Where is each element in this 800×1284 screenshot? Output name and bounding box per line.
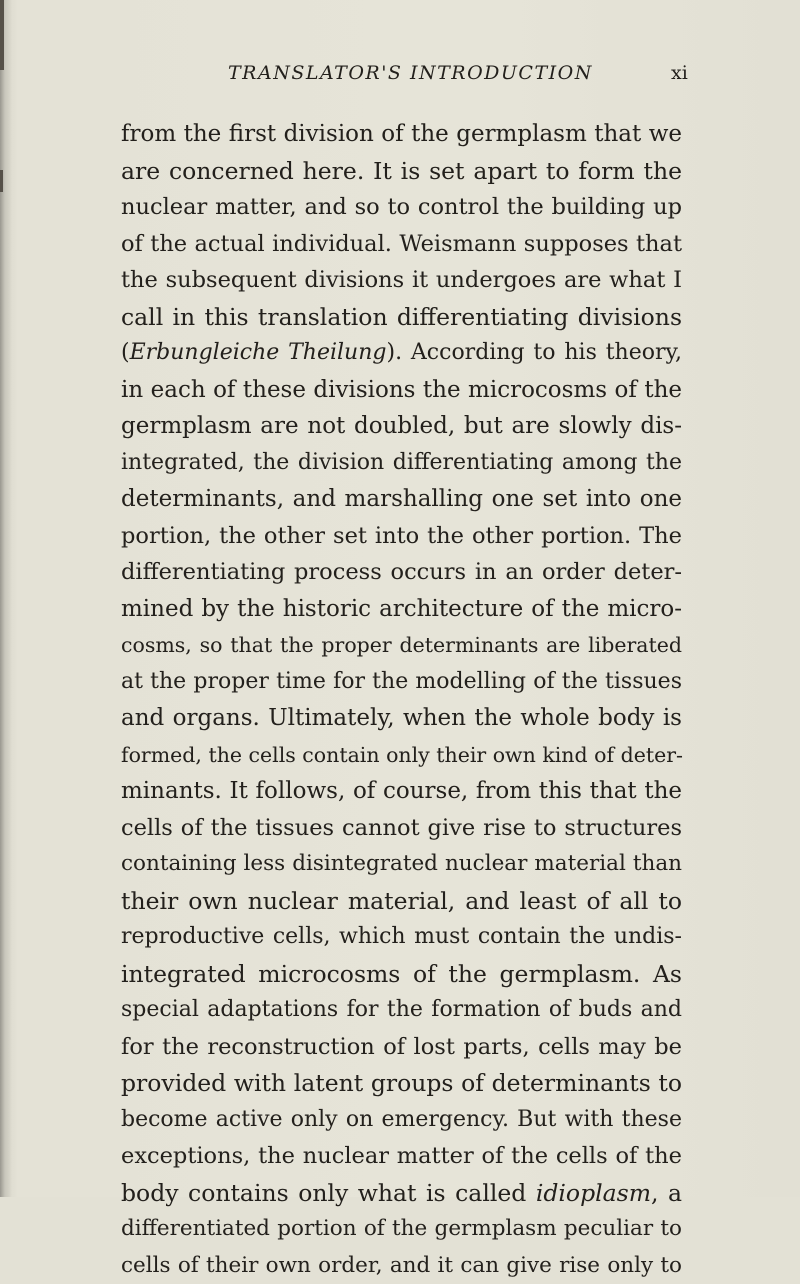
text-segment: ). According to his theory, bbox=[386, 340, 682, 365]
text-line bbox=[121, 116, 682, 153]
text-segment: ( bbox=[121, 340, 130, 365]
text-line bbox=[121, 518, 682, 555]
italic-term: idioplasm bbox=[536, 1179, 651, 1207]
text-line bbox=[121, 481, 682, 518]
text-segment: containing less disintegrated nuclear material than bbox=[121, 851, 682, 876]
running-head-title: TRANSLATOR'S INTRODUCTION bbox=[228, 62, 593, 84]
text-segment: are concerned here. It is set apart to form the bbox=[121, 157, 682, 185]
text-line bbox=[121, 1102, 682, 1139]
text-line bbox=[121, 372, 682, 409]
text-segment: for the reconstruction of lost parts, cells may be bbox=[121, 1034, 682, 1060]
text-line bbox=[121, 1029, 682, 1066]
page-number: xi bbox=[671, 62, 688, 84]
text-line bbox=[121, 883, 682, 920]
text-line bbox=[121, 956, 682, 993]
text-line bbox=[121, 1065, 682, 1102]
text-segment: differentiated portion of the germplasm peculiar to bbox=[121, 1216, 682, 1241]
text-segment: special adaptations for the formation of buds and bbox=[121, 997, 682, 1022]
text-segment: cells of their own order, and it can give rise only to bbox=[121, 1253, 682, 1278]
text-line bbox=[121, 445, 682, 482]
text-line bbox=[121, 773, 682, 810]
text-line bbox=[121, 335, 682, 372]
text-segment: become active only on emergency. But with these bbox=[121, 1107, 682, 1132]
text-line bbox=[121, 1211, 682, 1248]
text-segment: of the actual individual. Weismann supposes that bbox=[121, 231, 682, 257]
text-line bbox=[121, 554, 682, 591]
binding-edge-mark bbox=[0, 0, 4, 70]
text-segment: call in this translation differentiating divisions bbox=[121, 303, 682, 331]
text-line bbox=[121, 664, 682, 701]
italic-term: Erbungleiche Theilung bbox=[130, 340, 387, 365]
binding-edge-mark bbox=[0, 170, 3, 192]
text-segment: body contains only what is called bbox=[121, 1179, 536, 1207]
text-line bbox=[121, 153, 682, 190]
text-segment: their own nuclear material, and least of all to bbox=[121, 887, 682, 915]
text-segment: cosms, so that the proper determinants are liberated bbox=[121, 633, 682, 657]
text-line bbox=[121, 627, 682, 664]
text-segment: determinants, and marshalling one set into one bbox=[121, 486, 682, 512]
text-segment: in each of these divisions the microcosms of the bbox=[121, 377, 682, 403]
text-segment: nuclear matter, and so to control the building up bbox=[121, 194, 682, 220]
text-line bbox=[121, 1138, 682, 1175]
text-segment: formed, the cells contain only their own kind of deter- bbox=[121, 743, 683, 767]
body-paragraph bbox=[121, 116, 682, 1284]
text-line bbox=[121, 992, 682, 1029]
text-line bbox=[121, 846, 682, 883]
text-line bbox=[121, 737, 682, 774]
text-segment: provided with latent groups of determinants to bbox=[121, 1069, 682, 1097]
text-line bbox=[121, 591, 682, 628]
text-segment: minants. It follows, of course, from this that the bbox=[121, 778, 682, 804]
text-segment: portion, the other set into the other portion. The bbox=[121, 523, 682, 549]
text-line bbox=[121, 1175, 682, 1212]
text-segment: from the first division of the germplasm that we bbox=[121, 121, 682, 147]
text-segment: at the proper time for the modelling of the tissues bbox=[121, 669, 682, 694]
text-line bbox=[121, 810, 682, 847]
text-segment: and organs. Ultimately, when the whole body is bbox=[121, 705, 682, 731]
text-segment: germplasm are not doubled, but are slowly dis- bbox=[121, 413, 682, 439]
text-segment: exceptions, the nuclear matter of the cells of the bbox=[121, 1143, 682, 1169]
text-line bbox=[121, 299, 682, 336]
text-line bbox=[121, 700, 682, 737]
text-segment: integrated microcosms of the germplasm. As bbox=[121, 960, 682, 988]
text-segment: reproductive cells, which must contain the undis- bbox=[121, 924, 682, 949]
text-segment: integrated, the division differentiating among the bbox=[121, 450, 682, 475]
text-line bbox=[121, 1248, 682, 1284]
text-segment: , a bbox=[651, 1179, 682, 1207]
text-segment: mined by the historic architecture of the micro- bbox=[121, 596, 682, 622]
text-line bbox=[121, 189, 682, 226]
text-line bbox=[121, 262, 682, 299]
text-segment: the subsequent divisions it undergoes are what I bbox=[121, 267, 682, 293]
text-line bbox=[121, 226, 682, 263]
text-segment: differentiating process occurs in an order deter- bbox=[121, 559, 682, 585]
text-line bbox=[121, 919, 682, 956]
running-head bbox=[0, 62, 800, 92]
text-segment: cells of the tissues cannot give rise to structures bbox=[121, 815, 682, 841]
text-line bbox=[121, 408, 682, 445]
